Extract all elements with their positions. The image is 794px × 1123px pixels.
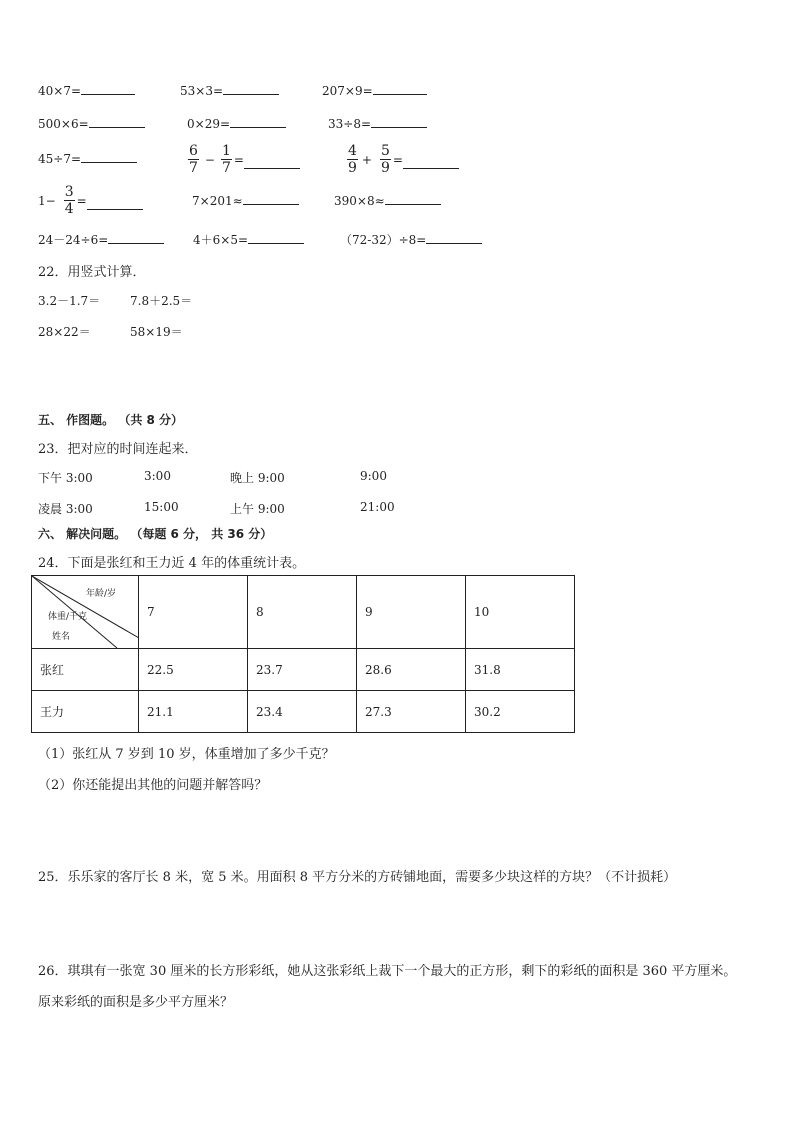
calc-expr: 7×201≈ bbox=[192, 194, 243, 208]
table-row-name: 张红 bbox=[32, 649, 139, 691]
calc-item bbox=[38, 231, 164, 248]
fraction: $\frac{5}{9}$ bbox=[380, 143, 390, 176]
time-label[interactable]: 下午 3:00 bbox=[38, 471, 93, 485]
question-24-part-1: （1）张红从 7 岁到 10 岁，体重增加了多少千克？ bbox=[38, 747, 335, 762]
answer-blank[interactable] bbox=[81, 152, 137, 163]
corner-label-name: 姓名 bbox=[52, 632, 71, 642]
plus-sign: + bbox=[361, 152, 372, 167]
corner-label-age: 年龄/岁 bbox=[86, 589, 117, 599]
table-corner-cell bbox=[32, 576, 139, 649]
calc-item bbox=[38, 184, 143, 217]
table-cell: 22.5 bbox=[139, 649, 248, 691]
calc-expr: 0×29= bbox=[187, 117, 231, 131]
calc-item bbox=[328, 117, 427, 131]
answer-blank[interactable] bbox=[108, 233, 164, 244]
vertical-calc-item: 7.8＋2.5＝ bbox=[130, 294, 193, 308]
table-cell: 27.3 bbox=[357, 691, 466, 733]
calc-item bbox=[345, 143, 459, 176]
table-row bbox=[32, 691, 575, 733]
time-label[interactable]: 晚上 9:00 bbox=[230, 471, 285, 485]
calc-expr: 1− bbox=[38, 193, 56, 208]
calc-item bbox=[193, 231, 304, 248]
time-label[interactable]: 3:00 bbox=[144, 469, 171, 483]
fraction: $\frac{6}{7}$ bbox=[189, 143, 198, 176]
question-22-title: 22．用竖式计算． bbox=[38, 265, 146, 280]
section-heading: 六、 解决问题。 （每题 6 分， 共 36 分） bbox=[38, 527, 273, 541]
calc-item bbox=[38, 84, 135, 98]
table-cell: 30.2 bbox=[466, 691, 575, 733]
calc-item bbox=[192, 194, 299, 208]
table-header-cell: 8 bbox=[248, 576, 357, 649]
section-heading: 五、 作图题。 （共 8 分） bbox=[38, 413, 184, 427]
calc-expr: （72-32）÷8= bbox=[340, 233, 427, 247]
answer-blank[interactable] bbox=[248, 233, 304, 244]
answer-blank[interactable] bbox=[89, 117, 145, 128]
answer-blank[interactable] bbox=[371, 117, 427, 128]
calc-expr: 207×9= bbox=[322, 84, 373, 98]
vertical-calc-item: 58×19＝ bbox=[130, 325, 183, 339]
answer-blank[interactable] bbox=[223, 84, 279, 95]
calc-expr: 500×6= bbox=[38, 117, 89, 131]
answer-blank[interactable] bbox=[87, 199, 143, 210]
calc-item bbox=[38, 152, 137, 166]
fraction: $\frac{1}{7}$ bbox=[221, 143, 231, 176]
equals-sign: = bbox=[233, 152, 244, 167]
calc-expr: 33÷8= bbox=[328, 117, 372, 131]
time-label[interactable]: 上午 9:00 bbox=[230, 502, 285, 516]
calc-expr: 24－24÷6= bbox=[38, 233, 109, 247]
answer-blank[interactable] bbox=[403, 158, 459, 169]
table-header-cell: 9 bbox=[357, 576, 466, 649]
answer-blank[interactable] bbox=[230, 117, 286, 128]
calc-item bbox=[322, 84, 427, 98]
weight-table bbox=[31, 575, 575, 733]
answer-blank[interactable] bbox=[81, 84, 135, 95]
fraction: $\frac{3}{4}$ bbox=[64, 184, 74, 217]
time-label[interactable]: 凌晨 3:00 bbox=[38, 502, 93, 516]
calc-item bbox=[38, 117, 145, 131]
question-24-title: 24．下面是张红和王力近 4 年的体重统计表。 bbox=[38, 556, 306, 571]
calc-item bbox=[187, 117, 286, 131]
calc-expr: 390×8≈ bbox=[334, 194, 385, 208]
calc-expr: 45÷7= bbox=[38, 152, 82, 166]
table-cell: 31.8 bbox=[466, 649, 575, 691]
question-26-line-2: 原来彩纸的面积是多少平方厘米？ bbox=[38, 995, 234, 1010]
table-header-cell: 7 bbox=[139, 576, 248, 649]
question-24-part-2: （2）你还能提出其他的问题并解答吗？ bbox=[38, 778, 268, 793]
time-label[interactable]: 15:00 bbox=[144, 500, 179, 514]
table-cell: 23.4 bbox=[248, 691, 357, 733]
calc-item bbox=[180, 84, 279, 98]
question-26-line-1: 26．琪琪有一张宽 30 厘米的长方形彩纸，她从这张彩纸上裁下一个最大的正方形，剩下的彩纸的面积是 360 平方厘米。 bbox=[38, 964, 737, 979]
table-row-name: 王力 bbox=[32, 691, 139, 733]
fraction: $\frac{4}{9}$ bbox=[348, 143, 357, 176]
question-25: 25．乐乐家的客厅长 8 米，宽 5 米。用面积 8 平方分米的方砖铺地面，需要多少块这样的方块？（不计损耗） bbox=[38, 870, 677, 885]
answer-blank[interactable] bbox=[243, 194, 299, 205]
calc-item bbox=[186, 143, 300, 176]
time-label[interactable]: 21:00 bbox=[360, 500, 395, 514]
equals-sign: = bbox=[392, 152, 403, 167]
answer-blank[interactable] bbox=[373, 84, 427, 95]
table-header-row bbox=[32, 576, 575, 649]
minus-sign: − bbox=[204, 152, 215, 167]
question-23-title: 23．把对应的时间连起来． bbox=[38, 442, 198, 457]
answer-blank[interactable] bbox=[426, 233, 482, 244]
vertical-calc-item: 28×22＝ bbox=[38, 325, 91, 339]
table-header-cell: 10 bbox=[466, 576, 575, 649]
equals-sign: = bbox=[76, 193, 87, 208]
calc-expr: 4＋6×5= bbox=[193, 233, 249, 247]
answer-blank[interactable] bbox=[385, 194, 441, 205]
corner-label-weight: 体重/千克 bbox=[48, 612, 88, 622]
table-cell: 21.1 bbox=[139, 691, 248, 733]
time-label[interactable]: 9:00 bbox=[360, 469, 387, 483]
table-cell: 23.7 bbox=[248, 649, 357, 691]
answer-blank[interactable] bbox=[244, 158, 300, 169]
calc-expr: 40×7= bbox=[38, 84, 82, 98]
vertical-calc-item: 3.2－1.7＝ bbox=[38, 294, 101, 308]
calc-item bbox=[340, 231, 482, 248]
table-row bbox=[32, 649, 575, 691]
table-cell: 28.6 bbox=[357, 649, 466, 691]
calc-expr: 53×3= bbox=[180, 84, 224, 98]
calc-item bbox=[334, 194, 441, 208]
